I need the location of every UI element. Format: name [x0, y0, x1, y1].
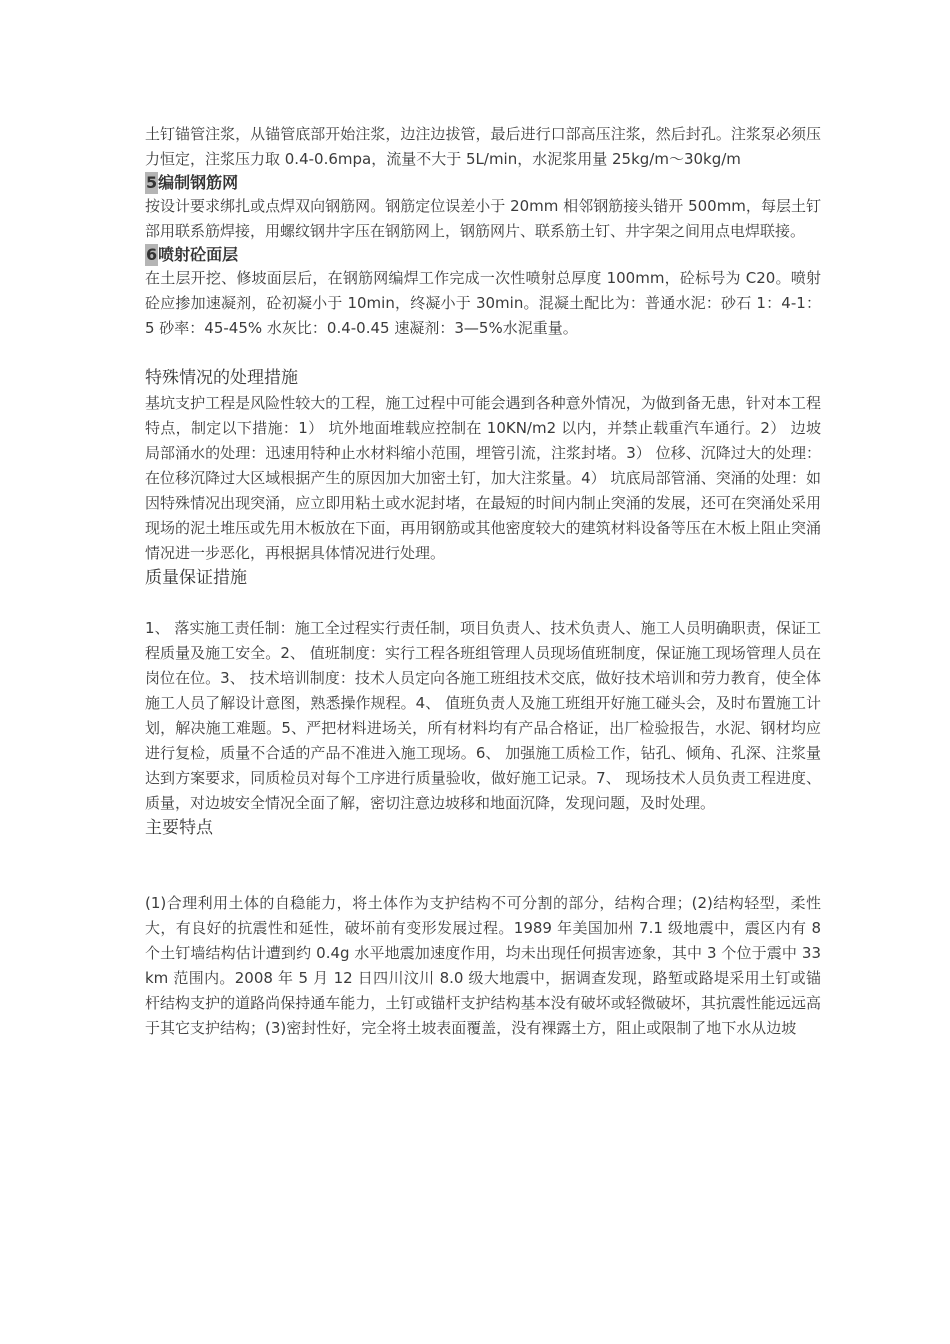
spacer	[145, 841, 821, 891]
spacer	[145, 341, 821, 366]
section-heading-mesh	[145, 172, 821, 194]
section-number: 6	[146, 245, 158, 264]
section-title: 喷射砼面层	[158, 245, 239, 264]
paragraph-grouting: 土钉锚管注浆，从锚管底部开始注浆，边注边拔管，最后进行口部高压注浆，然后封孔。注浆泵必须压力恒定，注浆压力取 0.4-0.6mpa，流量不大于 5L/min，水泥浆用量 25kg/m～30kg/m	[145, 125, 821, 168]
section-title: 编制钢筋网	[158, 173, 239, 192]
heading-special-measures: 特殊情况的处理措施	[145, 368, 298, 388]
paragraph-mesh: 按设计要求绑扎或点焊双向钢筋网。钢筋定位误差小于 20mm 相邻钢筋接头错开 500mm，每层土钉部用联系筋焊接，用螺纹钢井字压在钢筋网上，钢筋网片、联系筋土钉、井字架之间用点电焊联接。	[145, 197, 821, 240]
heading-quality-measures: 质量保证措施	[145, 568, 247, 588]
paragraph-quality-measures: 1、 落实施工责任制：施工全过程实行责任制，项目负责人、技术负责人、施工人员明确职责，保证工程质量及施工安全。2、 值班制度：实行工程各班组管理人员现场值班制度，保证施工现场管理人员在岗位在位。3、 技术培训制度：技术人员定向各施工班组技术交底，做好技术培训和劳力教育，使全体施工人员了解设计意图，熟悉操作规程。4、 值班负责人及施工班组开好施工碰头会，及时布置施工计划，解决施工难题。5、严把材料进场关，所有材料均有产品合格证，出厂检验报告，水泥、钢材均应进行复检，质量不合适的产品不准进入施工现场。6、 加强施工质检工作，钻孔、倾角、孔深、注浆量达到方案要求，同质检员对每个工序进行质量验收，做好施工记录。7、 现场技术人员负责工程进度、质量，对边坡安全情况全面了解，密切注意边坡移和地面沉降，发现问题，及时处理。	[145, 619, 821, 812]
document-body	[145, 122, 821, 1041]
paragraph-main-features: (1)合理利用土体的自稳能力，将土体作为支护结构不可分割的部分，结构合理；(2)结构轻型，柔性大，有良好的抗震性和延性，破坏前有变形发展过程。1989 年美国加州 7.1 级地震中，震区内有 8 个土钉墙结构估计遭到约 0.4g 水平地震加速度作用，均未出现任何损害迹象，其中 3 个位于震中 33km 范围内。2008 年 5 月 12 日四川汶川 8.0 级大地震中，据调查发现，路堑或路堤采用土钉或锚杆结构支护的道路尚保持通车能力，土钉或锚杆支护结构基本没有破坏或轻微破坏，其抗震性能远远高于其它支护结构；(3)密封性好，完全将土坡表面覆盖，没有裸露土方，阻止或限制了地下水从边坡	[145, 894, 821, 1037]
section-heading-shotcrete	[145, 244, 821, 266]
section-number: 5	[146, 173, 158, 192]
paragraph-special-measures: 基坑支护工程是风险性较大的工程，施工过程中可能会遇到各种意外情况，为做到备无患，针对本工程特点，制定以下措施：1） 坑外地面堆载应控制在 10KN/m2 以内，并禁止载重汽车通行。2） 边坡局部涌水的处理：迅速用特种止水材料缩小范围，埋管引流，注浆封堵。3） 位移、沉降过大的处理：在位移沉降过大区域根据产生的原因加大加密土钉，加大注浆量。4） 坑底局部管涌、突涌的处理：如因特殊情况出现突涌，应立即用粘土或水泥封堵，在最短的时间内制止突涌的发展，还可在突涌处采用现场的泥土堆压或先用木板放在下面，再用钢筋或其他密度较大的建筑材料设备等压在木板上阻止突涌情况进一步恶化，再根据具体情况进行处理。	[145, 394, 821, 562]
heading-main-features: 主要特点	[145, 818, 213, 838]
spacer	[145, 591, 821, 616]
paragraph-shotcrete: 在土层开挖、修坡面层后，在钢筋网编焊工作完成一次性喷射总厚度 100mm，砼标号为 C20。喷射砼应掺加速凝剂，砼初凝小于 10min，终凝小于 30min。混凝土配比为：普通水泥：砂石 1：4-1：5 砂率：45-45% 水灰比：0.4-0.45 速凝剂：3—5%水泥重量。	[145, 269, 821, 337]
